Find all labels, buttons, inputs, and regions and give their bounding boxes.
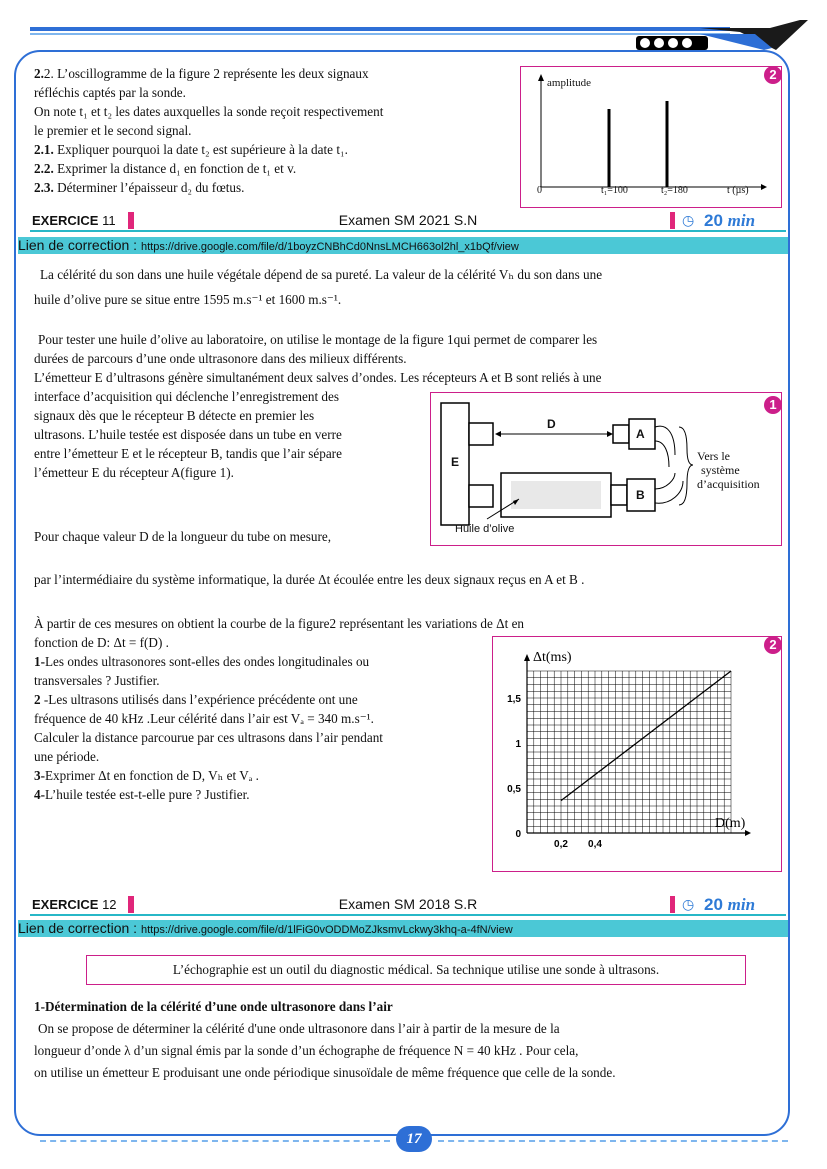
figure-badge-1: 1	[764, 396, 782, 414]
ex11-setup-wrapped	[34, 387, 434, 482]
label-D: D	[547, 417, 556, 431]
ex11-para4: Pour chaque valeur D de la longueur du tube on mesure,	[34, 529, 331, 544]
label-B: B	[636, 488, 645, 502]
q1-num: 1-	[34, 654, 45, 669]
label-E: E	[451, 455, 460, 469]
ex12-heading-1: 1-Détermination de la célérité d’une onde ultrasonore dans l’air	[34, 999, 393, 1014]
page-number: 17	[406, 1131, 422, 1147]
osc-unit: t (µs)	[727, 185, 749, 196]
ex11-duration-unit: min	[727, 211, 756, 230]
q4-text: L’huile testée est-t-elle pure ? Justifier.	[45, 787, 250, 802]
osc-ylabel: amplitude	[547, 77, 591, 89]
osc-origin: 0	[537, 185, 542, 196]
ex10-text	[34, 64, 504, 197]
x-axis-arrow	[745, 830, 751, 836]
y-tick-label: 1	[515, 739, 521, 750]
clock-icon: ◷	[682, 898, 695, 913]
exercise-12-bar	[30, 896, 786, 916]
exercise-11-duration	[678, 212, 786, 230]
ex11-line-1: interface d’acquisition qui déclenche l’enregistrement des	[34, 389, 340, 404]
ex10-q1: Expliquer pourquoi la date t₂ est supérieure à la date t₁.	[53, 142, 348, 157]
ex10-p1: 2. L’oscillogramme de la figure 2 représente les deux signaux	[43, 66, 369, 81]
ex10-q-num: 2.	[34, 66, 44, 81]
ex10-q1-num: 2.1.	[34, 142, 54, 157]
chart-figure-2	[492, 636, 782, 872]
figure-badge-2a: 2	[764, 66, 782, 84]
ex12-duration-value: 20	[704, 895, 728, 914]
y-tick-label: 0	[515, 829, 521, 840]
q3-num: 3-	[34, 768, 45, 783]
y-tick-label: 1,5	[507, 694, 521, 705]
ex11-correction-link-bar	[18, 237, 788, 254]
ex12-correction-label: Lien de correction :	[18, 920, 141, 936]
label-oil: Huile d’olive	[455, 523, 515, 535]
exercise-12-duration	[678, 896, 786, 914]
q2-text: -Les ultrasons utilisés dans l’expérience précédente ont une	[40, 692, 358, 707]
ex11-setup	[34, 330, 779, 387]
ex11-intro-1: La célérité du son dans une huile végétale dépend de sa pureté. La valeur de la célérité Vₕ du son dans une	[40, 267, 603, 282]
osc-t1-label: t₁=100	[601, 185, 628, 196]
q2-text-2: fréquence de 40 kHz .Leur célérité dans l’air est Vₐ = 340 m.s⁻¹.	[34, 711, 374, 726]
q2-num: 2	[34, 692, 41, 707]
page-number-badge	[396, 1126, 432, 1152]
x-axis-label: D(m)	[715, 816, 746, 831]
y-tick-label: 0,5	[507, 784, 521, 795]
ex10-q2: Exprimer la distance d₁ en fonction de t₁ et v.	[53, 161, 297, 176]
ex11-para6b: fonction de D: Δt = f(D) .	[34, 635, 169, 650]
exercise-11-title: Examen SM 2021 S.N	[338, 212, 478, 228]
ex12-correction-link-bar	[18, 920, 788, 937]
ex12-p3: on utilise un émetteur E produisant une onde périodique sinusoïdale de même fréquence que celle de la sonde.	[34, 1065, 616, 1080]
ex11-line-2: signaux dès que le récepteur B détecte en premier les	[34, 408, 315, 423]
ex10-q3: Déterminer l’épaisseur d₂ du fœtus.	[53, 180, 245, 195]
exercise-12-title: Examen SM 2018 S.R	[338, 896, 478, 912]
delta-t-vs-D-chart	[493, 637, 781, 871]
ex11-questions	[34, 652, 494, 804]
q3-text: Exprimer Δt en fonction de D, Vₕ et Vₐ .	[45, 768, 259, 783]
ex11-para2b: durées de parcours d’une onde ultrasonore dans des milieux différents.	[34, 351, 407, 366]
y-axis-label: Δt(ms)	[533, 650, 572, 665]
ex11-correction-url[interactable]: https://drive.google.com/file/d/1boyzCNBhCd0NnsLMCH663ol2hl_x1bQf/view	[140, 241, 519, 253]
figure-badge-2b: 2	[764, 636, 782, 654]
ex12-boxed-text: L’échographie est un outil du diagnostic médical. Sa technique utilise une sonde à ultrasons.	[172, 962, 660, 977]
footer-line-left	[40, 1140, 390, 1142]
ex10-p1b: réfléchis captés par la sonde.	[34, 85, 186, 100]
ex10-q2-num: 2.2.	[34, 161, 54, 176]
ex11-intro	[34, 262, 779, 312]
label-acquisition: Vers le système d’acquisition	[697, 449, 760, 491]
ex11-para6a: À partir de ces mesures on obtient la courbe de la figure2 représentant les variations de Δt en	[34, 616, 525, 631]
ex11-correction-label: Lien de correction :	[18, 237, 141, 253]
ex11-para3: L’émetteur E d’ultrasons génère simultanément deux salves d’ondes. Les récepteurs A et B sont reliés à une	[34, 370, 602, 385]
osc-t2-label: t₂=180	[661, 185, 688, 196]
label-A: A	[636, 427, 645, 441]
header-bar-light	[30, 33, 730, 35]
ex12-p1: On se propose de déterminer la célérité d'une onde ultrasonore dans l’air à partir de la mesure de la	[38, 1021, 560, 1036]
ex11-line-4: entre l’émetteur E et le récepteur B, tandis que l’air sépare	[34, 446, 342, 461]
ex11-line-3: ultrasons. L’huile testée est disposée dans un tube en verre	[34, 427, 342, 442]
q1-text-2: transversales ? Justifier.	[34, 673, 160, 688]
exercise-11-bar	[30, 212, 786, 232]
q2-text-3: Calculer la distance parcourue par ces ultrasons dans l’air pendant	[34, 730, 383, 745]
cc-license-icons	[636, 36, 708, 50]
ex11-duration-value: 20	[704, 211, 728, 230]
ex11-intro-2: huile d’olive pure se situe entre 1595 m.s⁻¹ et 1600 m.s⁻¹.	[34, 292, 342, 307]
q2-text-4: une période.	[34, 749, 100, 764]
data-line	[561, 671, 731, 801]
ex12-p2: longueur d’onde λ d’un signal émis par la sonde d’un échographe de fréquence N = 40 kHz . Pour cela,	[34, 1043, 579, 1058]
ex10-p2b: le premier et le second signal.	[34, 123, 192, 138]
setup-figure-1	[430, 392, 782, 546]
exercise-12-label: EXERCICE 12	[32, 897, 117, 912]
ex10-p2: On note t₁ et t₂ les dates auxquelles la sonde reçoit respectivement	[34, 104, 384, 119]
exercise-11-label: EXERCICE 11	[32, 213, 116, 228]
x-tick-label: 0,2	[554, 839, 568, 850]
ex10-q3-num: 2.3.	[34, 180, 54, 195]
ex11-para2a: Pour tester une huile d’olive au laboratoire, on utilise le montage de la figure 1qui permet de comparer les	[38, 332, 598, 347]
clock-icon: ◷	[682, 214, 695, 229]
x-tick-label: 0,4	[588, 839, 602, 850]
ex12-correction-url[interactable]: https://drive.google.com/file/d/1lFiG0vODDMoZJksmvLckwy3khq-a-4fN/view	[140, 924, 513, 936]
ex11-line-5: l’émetteur E du récepteur A(figure 1).	[34, 465, 234, 480]
ex12-section-1	[34, 996, 784, 1084]
header-bar	[30, 27, 730, 31]
y-axis-arrow	[524, 654, 530, 661]
footer-line-right	[438, 1140, 788, 1142]
ex12-boxed-intro	[86, 955, 746, 985]
ex11-para5: par l’intermédiaire du système informatique, la durée Δt écoulée entre les deux signaux reçus en A et B .	[34, 572, 585, 587]
q4-num: 4-	[34, 787, 45, 802]
oscillogram-figure	[520, 66, 782, 208]
ex12-duration-unit: min	[727, 895, 756, 914]
q1-text: Les ondes ultrasonores sont-elles des ondes longitudinales ou	[45, 654, 370, 669]
